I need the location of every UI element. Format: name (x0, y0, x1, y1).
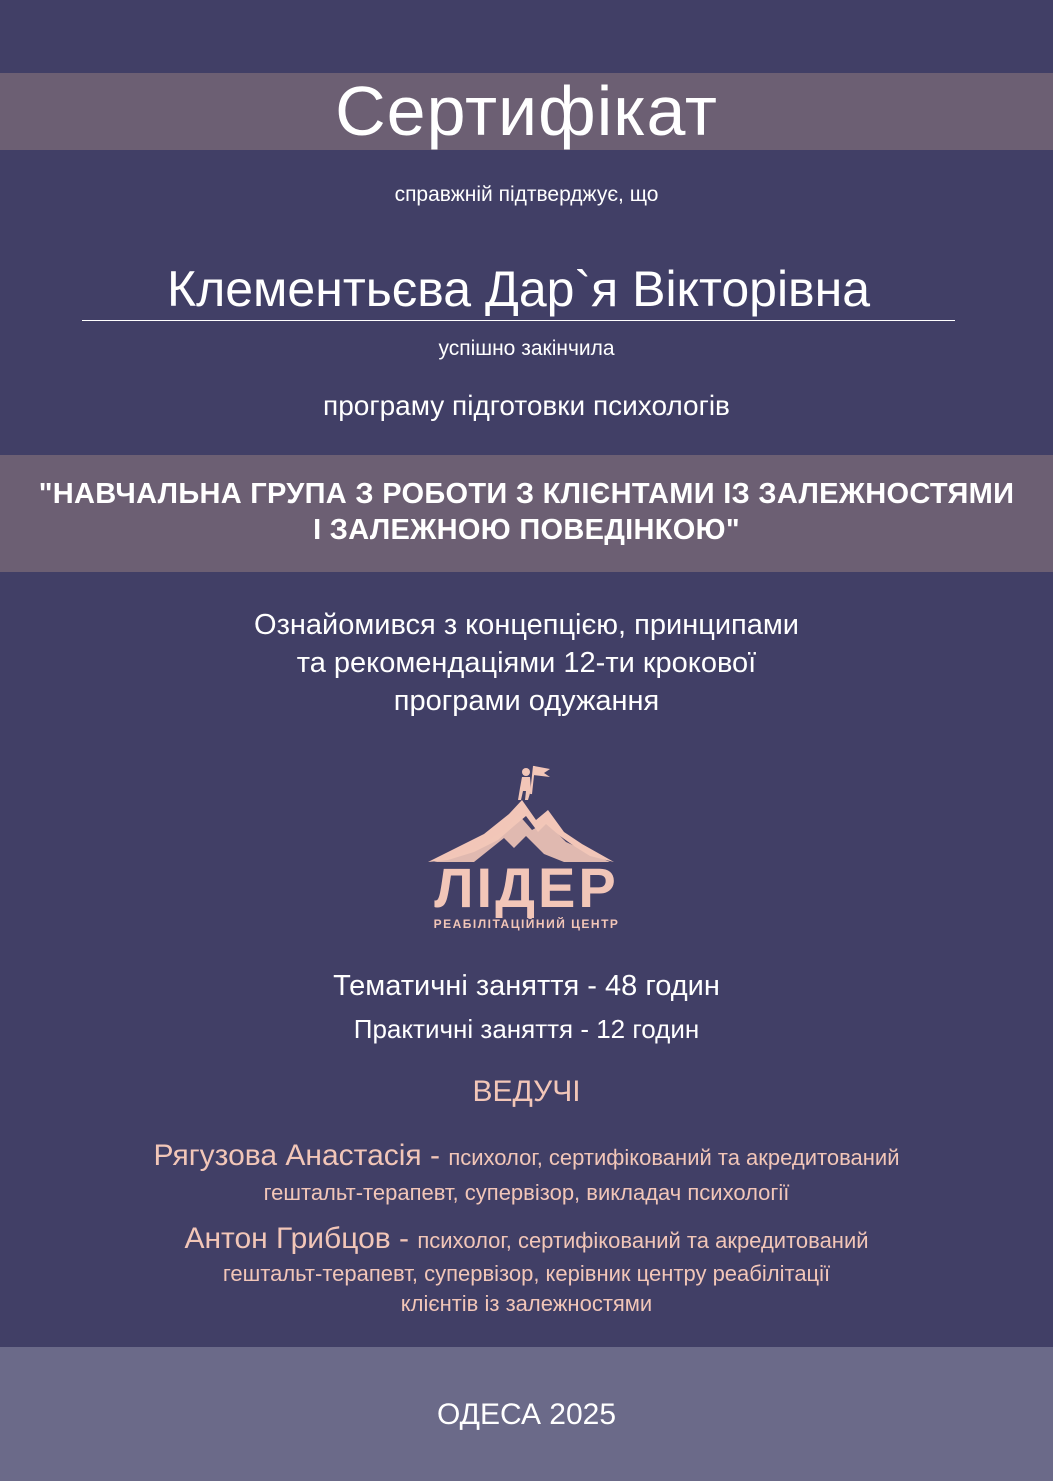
completed-text: успішно закінчила (438, 337, 615, 360)
group-title (0, 476, 1053, 548)
recipient-name-line (82, 254, 955, 321)
leader-description: психолог, сертифікований та акредитований (417, 1228, 869, 1253)
leader-description: клієнтів із залежностями (400, 1291, 653, 1316)
footer-text: ОДЕСА 2025 (436, 1398, 617, 1431)
familiar-line: програми одужання (393, 685, 660, 717)
familiar-text (0, 606, 1053, 720)
program-text: програму підготовки психологів (323, 390, 730, 421)
leader-description: психолог, сертифікований та акредитований (448, 1145, 900, 1170)
leader-entry (0, 1140, 1053, 1209)
leader-description: гештальт-терапевт, супервізор, керівник центру реабілітації (222, 1261, 831, 1286)
leader-name: Антон Грибцов - (184, 1222, 418, 1255)
familiar-line: та рекомендаціями 12-ти крокової (296, 647, 757, 679)
leader-entry (0, 1224, 1053, 1319)
logo-subtitle: РЕАБІЛІТАЦІЙНИЙ ЦЕНТР (433, 917, 620, 931)
hours-theory: Тематичні заняття - 48 годин (333, 970, 720, 1002)
leader-description: гештальт-терапевт, супервізор, викладач психології (263, 1180, 790, 1205)
recipient-name: Клементьєва Дар`я Вікторівна (166, 261, 871, 317)
certificate-title: Сертифікат (335, 72, 718, 150)
leaders-heading: ВЕДУЧІ (472, 1075, 581, 1108)
group-title-line: І ЗАЛЕЖНОЮ ПОВЕДІНКОЮ" (313, 514, 740, 546)
logo-name: ЛІДЕР (434, 856, 619, 919)
hours-practice: Практичні заняття - 12 годин (353, 1014, 700, 1044)
leader-name: Рягузова Анастасія - (153, 1139, 449, 1172)
familiar-line: Ознайомився з концепцією, принципами (254, 609, 799, 641)
confirms-text: справжній підтверджує, що (394, 183, 659, 206)
group-title-line: "НАВЧАЛЬНА ГРУПА З РОБОТИ З КЛІЄНТАМИ ІЗ ЗАЛЕЖНОСТЯМИ (38, 478, 1015, 510)
